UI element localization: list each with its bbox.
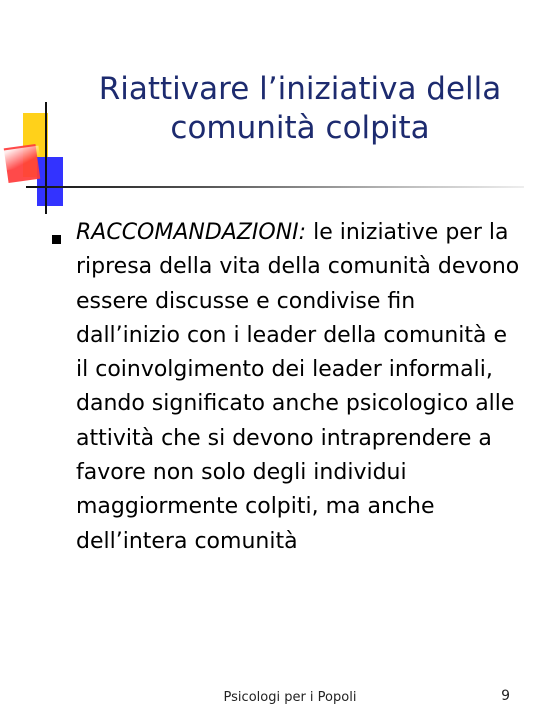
title-divider (30, 186, 524, 188)
vertical-line (45, 102, 47, 214)
page-number: 9 (501, 688, 510, 704)
bullet-lead: RACCOMANDAZIONI: (76, 220, 307, 245)
footer-text: Psicologi per i Popoli (223, 690, 357, 705)
bullet-square-icon (52, 235, 61, 244)
bullet-text: le iniziative per la ripresa della vita della comunità devono essere discusse e condivise fin dall’inizio con i leader della comunità e il coinvolgimento dei leader informali, dando significato anche psicologico alle attività che si devono intraprendere a favore non solo degli individui maggiormente colpiti, ma anche dell’intera comunità (76, 220, 520, 554)
slide-title: Riattivare l’iniziativa della comunità colpita (98, 71, 502, 146)
bullet-paragraph (76, 216, 526, 559)
